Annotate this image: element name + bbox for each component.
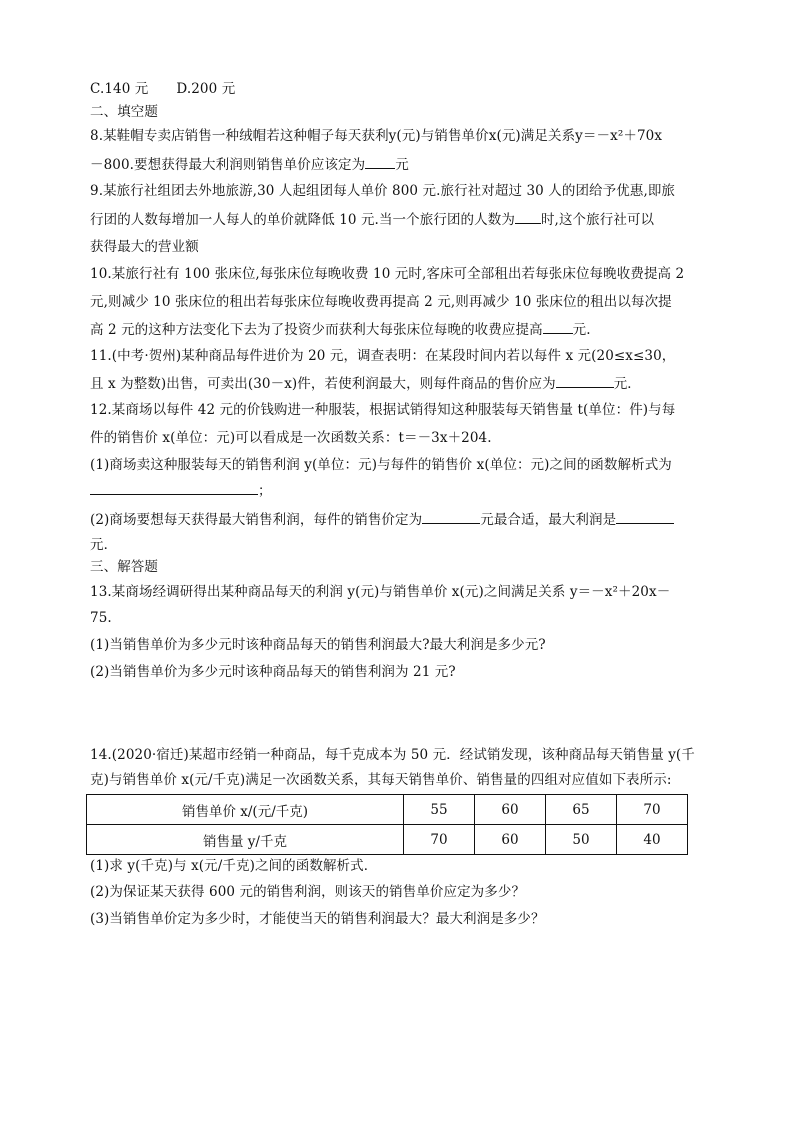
table-header-price: 销售单价 x/(元/千克) (87, 795, 404, 825)
q10-text-a: 高 2 元的这种方法变化下去为了投资少而获利大每张床位每晚的收费应提高 (90, 322, 543, 338)
q10-line2: 元,则减少 10 张床位的租出若每张床位每晚收费再提高 2 元,则再减少 10 张床位的租出以每次提 (90, 294, 672, 310)
q12-part1-answer-line (90, 480, 710, 501)
q11-answer-blank[interactable] (556, 373, 614, 388)
q9-line1: 9.某旅行社组团去外地旅游,30 人起组团每人单价 800 元.旅行社对超过 30 人的团给予优惠,即旅 (90, 183, 676, 199)
q11-line2 (90, 373, 710, 394)
q11-line1: 11.(中考·贺州)某种商品每件进价为 20 元，调查表明：在某段时间内若以每件 x 元(20≤x≤30， (90, 348, 676, 364)
q12-price-blank[interactable] (422, 509, 480, 524)
q8-line1: 8.某鞋帽专卖店销售一种绒帽若这种帽子每天获利y(元)与销售单价x(元)满足关系y＝－x²＋70x (90, 128, 663, 144)
q9-text-a: 行团的人数每增加一人每人的单价就降低 10 元.当一个旅行团的人数为 (90, 212, 515, 228)
section-fill-heading: 二、填空题 (90, 104, 158, 120)
q12-line2: 件的销售价 x(单位：元)可以看成是一次函数关系：t＝－3x＋204. (90, 430, 492, 446)
q9-answer-blank[interactable] (515, 209, 541, 224)
table-cell: 60 (475, 795, 546, 825)
table-cell: 55 (404, 795, 475, 825)
options-line (90, 79, 710, 99)
table-cell: 65 (546, 795, 617, 825)
q14-part3: (3)当销售单价定为多少时，才能使当天的销售利润最大？最大利润是多少？ (90, 911, 545, 927)
q8-text-b: 元 (395, 157, 409, 173)
q8-text-a: －800.要想获得最大利润则销售单价应该定为 (90, 157, 366, 173)
table-cell: 70 (617, 795, 688, 825)
q14-part2: (2)为保证某天获得 600 元的销售利润，则该天的销售单价应定为多少？ (90, 884, 526, 900)
q10-answer-blank[interactable] (543, 319, 573, 334)
option-d: D.200 元 (176, 81, 236, 97)
section-solve-heading: 三、解答题 (90, 559, 158, 575)
q9-line2 (90, 209, 710, 230)
table-row (87, 795, 688, 825)
q13-line1: 13.某商场经调研得出某种商品每天的利润 y(元)与销售单价 x(元)之间满足关系 y＝－x²＋20x－ (90, 584, 671, 600)
q12-part2-text-a: (2)商场要想每天获得最大销售利润，每件的销售价定为 (90, 512, 423, 528)
q12-part2 (90, 509, 710, 530)
q9-text-b: 时,这个旅行社可以 (540, 212, 655, 228)
q13-part2: (2)当销售单价为多少元时该种商品每天的销售利润为 21 元? (90, 664, 456, 680)
q14-line2: 克)与销售单价 x(元/千克)满足一次函数关系，其每天销售单价、销售量的四组对应值如下表所示: (90, 772, 672, 788)
q12-profit-blank[interactable] (616, 509, 674, 524)
q12-part2-end: 元． (90, 537, 118, 553)
q14-line1: 14.(2020·宿迁)某超市经销一种商品，每千克成本为 50 元．经试销发现，该种商品每天销售量 y(千 (90, 747, 695, 763)
q12-part2-text-b: 元最合适，最大利润是 (480, 512, 617, 528)
q12-part1-end: ； (258, 483, 272, 499)
q13-line2: 75. (90, 610, 112, 626)
q14-data-table (86, 794, 688, 855)
q10-text-b: 元. (572, 322, 591, 338)
q10-line3 (90, 319, 710, 340)
table-cell: 70 (404, 825, 475, 855)
q11-text-a: 且 x 为整数)出售，可卖出(30－x)件，若使利润最大，则每件商品的售价应为 (90, 376, 556, 392)
q9-line3: 获得最大的营业额 (90, 239, 199, 255)
q8-line2 (90, 154, 710, 175)
q11-text-b: 元． (613, 376, 641, 392)
q12-line1: 12.某商场以每件 42 元的价钱购进一种服装，根据试销得知这种服装每天销售量 t(单位：件)与每 (90, 402, 676, 418)
option-c: C.140 元 (90, 81, 149, 97)
table-cell: 40 (617, 825, 688, 855)
q10-line1: 10.某旅行社有 100 张床位,每张床位每晚收费 10 元时,客床可全部租出若每张床位每晚收费提高 2 (90, 266, 685, 282)
q14-part1: (1)求 y(千克)与 x(元/千克)之间的函数解析式． (90, 858, 378, 874)
table-header-quantity: 销售量 y/千克 (87, 825, 404, 855)
table-row (87, 825, 688, 855)
q8-answer-blank[interactable] (365, 154, 395, 169)
q12-part1-answer-blank[interactable] (90, 480, 258, 495)
table-cell: 60 (475, 825, 546, 855)
q13-part1: (1)当销售单价为多少元时该种商品每天的销售利润最大?最大利润是多少元? (90, 637, 546, 653)
table-cell: 50 (546, 825, 617, 855)
q12-part1: (1)商场卖这种服装每天的销售利润 y(单位：元)与每件的销售价 x(单位：元)之间的函数解析式为 (90, 457, 672, 473)
